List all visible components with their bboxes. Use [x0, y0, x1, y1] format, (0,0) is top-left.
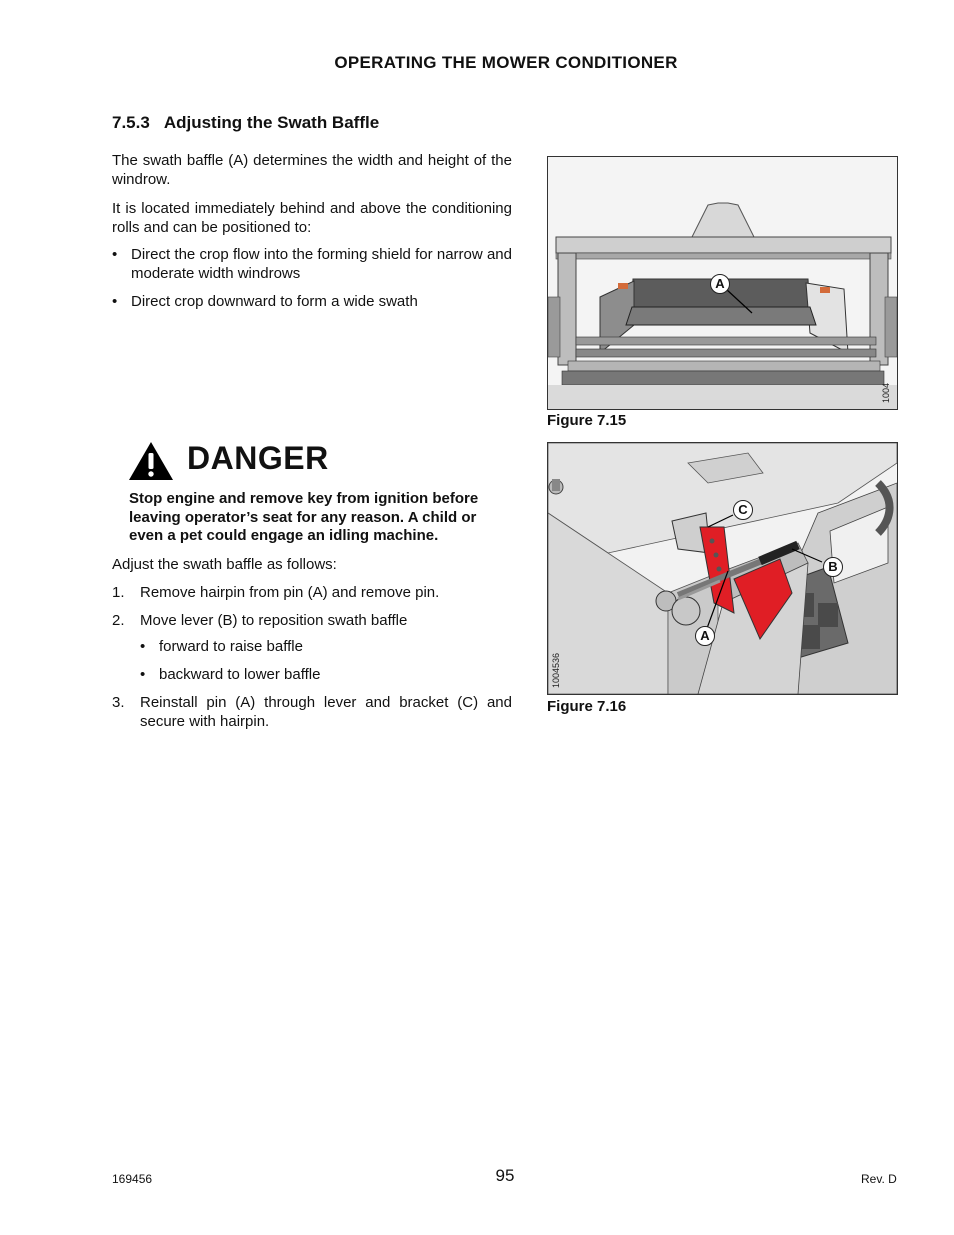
- callout-b: B: [823, 557, 843, 577]
- step-number: 1.: [112, 584, 125, 601]
- figure-7-16: [547, 442, 898, 695]
- danger-text: Stop engine and remove key from ignition before leaving operator’s seat for any reason. A child or even a pet could engage an idling machine.: [129, 490, 479, 544]
- section-title: Adjusting the Swath Baffle: [163, 113, 380, 132]
- revision: Rev. D: [861, 1172, 897, 1186]
- step-number: 3.: [112, 694, 125, 711]
- step-number: 2.: [112, 612, 125, 629]
- procedure-step: [112, 693, 512, 731]
- step-text: Reinstall pin (A) through lever and bracket (C) and secure with hairpin.: [140, 694, 512, 730]
- lever-bracket-illustration: [548, 443, 897, 694]
- danger-title: DANGER: [187, 440, 329, 476]
- list-item-text: backward to lower baffle: [159, 666, 321, 683]
- list-item: [112, 292, 512, 311]
- intro-paragraph-1: The swath baffle (A) determines the width and height of the windrow.: [112, 152, 512, 188]
- figure-caption: Figure 7.16: [547, 698, 627, 715]
- page-number: 95: [495, 1166, 515, 1185]
- list-item: [140, 637, 512, 656]
- step-text: Remove hairpin from pin (A) and remove pin.: [140, 584, 440, 601]
- image-id: 1004536: [551, 652, 561, 688]
- list-item-text: forward to raise baffle: [159, 638, 303, 655]
- intro-paragraph-2: It is located immediately behind and above the conditioning rolls and can be positioned to:: [112, 200, 512, 236]
- section-number: 7.5.3: [112, 113, 150, 132]
- procedure-intro: Adjust the swath baffle as follows:: [112, 556, 337, 573]
- warning-icon: [127, 440, 175, 487]
- list-item: [140, 665, 512, 684]
- procedure-step: [112, 583, 512, 602]
- callout-c: C: [733, 500, 753, 520]
- step-text: Move lever (B) to reposition swath baffle: [140, 612, 408, 629]
- figure-caption: Figure 7.15: [547, 412, 627, 429]
- document-number: 169456: [112, 1172, 153, 1186]
- procedure-step: [112, 611, 512, 630]
- bullet-glyph: •: [112, 293, 118, 310]
- list-item-text: Direct the crop flow into the forming shield for narrow and moderate width windrows: [131, 246, 512, 282]
- callout-a: A: [710, 274, 730, 294]
- section-heading: [112, 113, 379, 133]
- list-item-text: Direct crop downward to form a wide swath: [131, 293, 418, 310]
- callout-a: A: [695, 626, 715, 646]
- running-header: OPERATING THE MOWER CONDITIONER: [334, 53, 678, 72]
- image-id: 1004: [881, 382, 891, 403]
- bullet-glyph: •: [112, 246, 118, 263]
- list-item: [112, 245, 512, 283]
- bullet-glyph: •: [140, 666, 146, 683]
- bullet-glyph: •: [140, 638, 146, 655]
- figure-7-15: [547, 156, 898, 410]
